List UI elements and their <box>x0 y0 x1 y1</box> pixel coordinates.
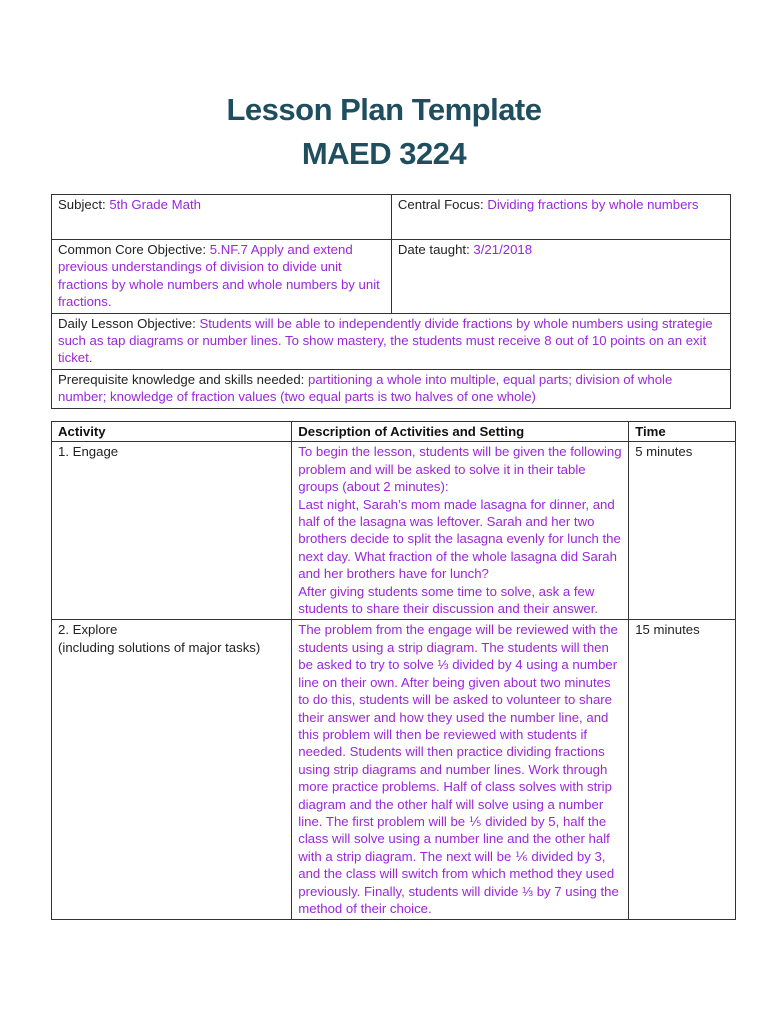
subject-cell <box>52 195 392 240</box>
description-cell <box>292 442 629 620</box>
description-paragraph: To begin the lesson, students will be given the following problem and will be asked to solve it in their table groups (about 2 minutes): <box>298 444 622 495</box>
table-row <box>52 620 736 920</box>
common-core-value: 5.NF.7 Apply and extend previous understandings of division to divide unit fractions by whole numbers and whole numbers by unit fractions. <box>58 242 380 310</box>
page-title: Lesson Plan Template <box>226 92 542 127</box>
course-code: MAED 3224 <box>301 136 467 171</box>
subject-value: 5th Grade Math <box>109 197 201 212</box>
central-focus-label: Central Focus: <box>397 197 488 212</box>
description-paragraph: Last night, Sarah’s mom made lasagna for dinner, and half of the lasagna was leftover. Sarah and her two brothers decide to split the lasagna evenly for lunch the next day. What fraction of the whole lasagna did Sarah and her brothers have for lunch? <box>298 496 621 582</box>
description-paragraph: After giving students some time to solve, ask a few students to share their discussion and their answer. <box>298 583 599 617</box>
activity-column-header: Activity <box>52 422 292 442</box>
prerequisite-cell <box>52 369 731 408</box>
daily-objective-value: Students will be able to independently divide fractions by whole numbers using strategie such as tap diagrams or number lines. To show mastery, the students must receive 8 out of 10 points on an exit ticket. <box>58 315 713 366</box>
activity-cell <box>52 442 292 620</box>
subject-label: Subject: <box>58 197 110 212</box>
time-column-header: Time <box>629 422 736 442</box>
date-taught-cell <box>391 240 730 314</box>
description-column-header: Description of Activities and Setting <box>292 422 629 442</box>
time-cell: 5 minutes <box>629 442 736 620</box>
activity-table <box>51 421 736 920</box>
date-taught-value: 3/21/2018 <box>473 242 533 257</box>
activity-cell <box>52 620 292 920</box>
common-core-cell <box>52 240 392 314</box>
central-focus-value: Dividing fractions by whole numbers <box>487 197 699 212</box>
date-taught-label: Date taught: <box>397 242 474 257</box>
description-paragraph: The problem from the engage will be reviewed with the students using a strip diagram. The students will then be asked to try to solve ⅓ divided by 4 using a number line on their own. After being given about two minutes to do this, students will be asked to volunteer to share their answer and how they used the number line, and this problem will then be reviewed with students if needed. Students will then practice dividing fractions using strip diagrams and number lines. Work through more practice problems. Half of class solves with strip diagram and the other half will solve using a number line. The first problem will be ⅕ divided by 5, half the class will solve using a number line and the other half with a strip diagram. The next will be ⅙ divided by 3, and the class will switch from which method they used previously. Finally, students will divide ⅓ by 7 using the method of their choice. <box>298 622 619 916</box>
activity-name: 2. Explore <box>58 622 118 638</box>
activity-subtitle: (including solutions of major tasks) <box>58 639 261 655</box>
prerequisite-label: Prerequisite knowledge and skills needed: <box>58 371 308 387</box>
prerequisite-value: partitioning a whole into multiple, equal parts; division of whole number; knowledge of fraction values (two equal parts is two halves of one whole) <box>58 371 673 405</box>
common-core-label: Common Core Objective: <box>58 242 210 257</box>
central-focus-cell <box>391 195 730 240</box>
activity-name: 1. Engage <box>58 444 119 460</box>
description-cell <box>292 620 629 920</box>
table-row <box>52 442 736 620</box>
lesson-info-table <box>51 194 731 409</box>
time-cell: 15 minutes <box>629 620 736 920</box>
daily-objective-label: Daily Lesson Objective: <box>58 315 200 331</box>
daily-objective-cell <box>52 313 731 369</box>
